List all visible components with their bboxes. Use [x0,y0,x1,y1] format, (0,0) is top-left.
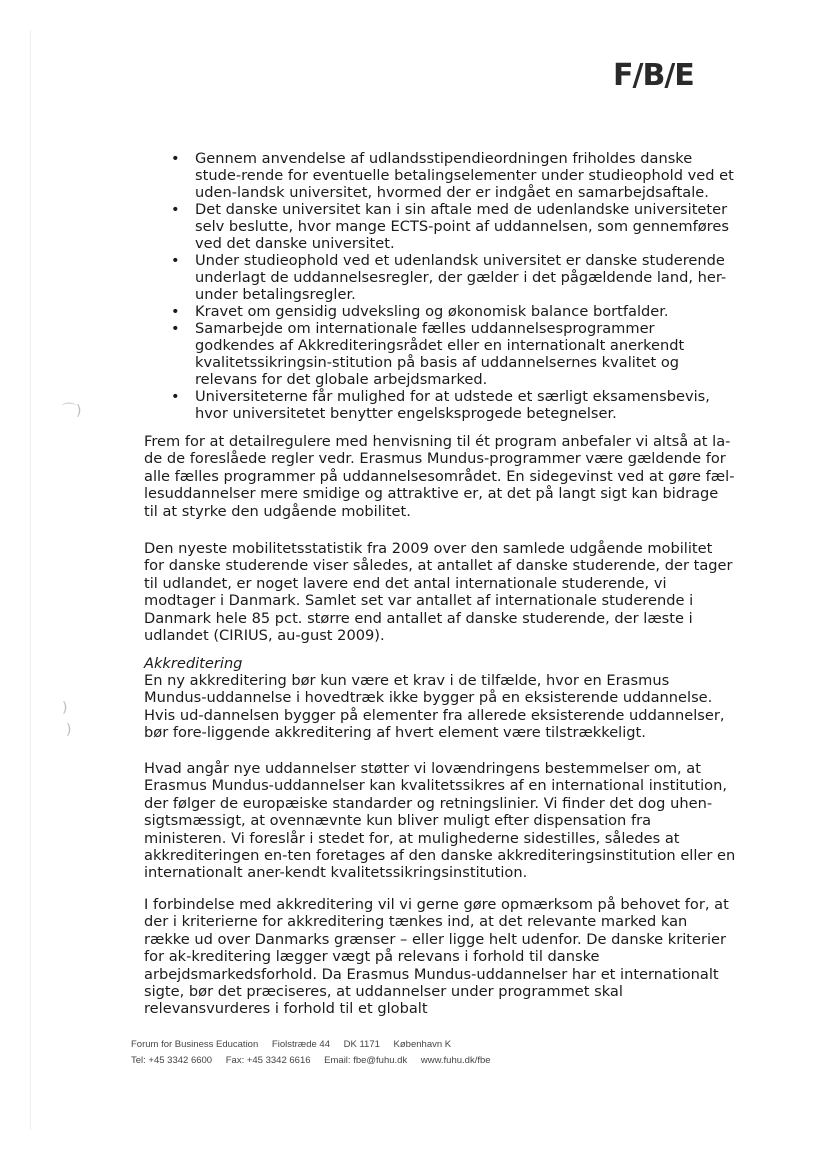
footer-street: Fiolstræde 44 [271,1039,330,1050]
list-item-text: Universiteterne får mulighed for at udstede et særligt eksamensbevis, hvor universitetet benytter engelsksprogede betegnelser. [195,388,710,422]
paragraph-mobility-statistics: Den nyeste mobilitetsstatistik fra 2009 over den samlede udgående mobilitet for danske studerende viser således, at antallet af danske studerende, der tager til udlandet, er noget lavere end det antal internationale studerende, vi modtager i Danmark. Samlet set var antallet af internationale studerende i Danmark hele 85 pct. større end antallet af danske studerende, der læste i udlandet (CIRIUS, au-gust 2009). [144,540,733,645]
footer-web: www.fuhu.dk/fbe [420,1055,491,1066]
footer-org: Forum for Business Education [131,1039,259,1050]
bullet-icon: • [171,252,180,269]
list-item [168,303,738,320]
list-item-text: Samarbejde om internationale fælles uddannelsesprogrammer godkendes af Akkrediteringsrådet eller en internationalt anerkendt kvalitetssikringsin-stitution på basis af uddannelsernes kvalitet og relevans for det globale arbejdsmarked. [195,320,685,388]
footer-fax: Fax: +45 3342 6616 [225,1055,311,1066]
list-item [168,150,738,201]
list-item-text: Kravet om gensidig udveksling og økonomisk balance bortfalder. [195,303,669,320]
footer-tel: Tel: +45 3342 6600 [131,1055,213,1066]
paragraph-new-programmes: Hvad angår nye uddannelser støtter vi lovændringens bestemmelser om, at Erasmus Mundus-uddannelser kan kvalitetssikres af en international institution, der følger de europæiske standarder og retningslinier. Vi finder det dog uhen-sigtsmæssigt, at ovennævnte kun bliver muligt efter dispensation fra ministeren. Vi foreslår i stedet for, at mulighederne sidestilles, således at akkrediteringen en-ten foretages af den danske akkrediteringsinstitution eller en internationalt aner-kendt kvalitetssikringsinstitution. [144,760,736,882]
list-item [168,201,738,252]
footer-address-line [131,1037,502,1053]
list-item-text: Gennem anvendelse af udlandsstipendieordningen friholdes danske stude-rende for eventuelle betalingselementer under studieophold ved et uden-landsk universitet, hvormed der er indgået en samarbejdsaftale. [195,150,734,201]
section-heading-akkreditering: Akkreditering [144,655,243,672]
bullet-list [168,150,738,422]
list-item [168,320,738,388]
bullet-icon: • [171,388,180,405]
bullet-icon: • [171,320,180,337]
fbe-logo: F/B/E [613,58,694,93]
list-item-text: Det danske universitet kan i sin aftale med de udenlandske universiteter selv beslutte, hvor mange ECTS-point af uddannelsen, som gennemføres ved det danske universitet. [195,201,729,252]
paragraph-new-accreditation: En ny akkreditering bør kun være et krav i de tilfælde, hvor en Erasmus Mundus-uddannelse i hovedtræk ikke bygger på en eksisterende uddannelse. Hvis ud-dannelsen bygger på elementer fra allerede eksisterende uddannelser, bør fore-liggende akkreditering af hvert element være tilstrækkeligt. [144,672,725,742]
footer-contact-line [131,1053,502,1069]
list-item [168,388,738,422]
bullet-icon: • [171,201,180,218]
footer-city: København K [393,1039,452,1050]
page-footer [131,1037,502,1069]
page-edge-line [30,30,31,1130]
footer-email: Email: fbe@fuhu.dk [324,1055,408,1066]
footer-postal: DK 1171 [343,1039,380,1050]
list-item [168,252,738,303]
margin-punch-mark: ⌒) [62,403,82,419]
list-item-text: Under studieophold ved et udenlandsk universitet er danske studerende underlagt de uddannelsesregler, der gælder i det pågældende land, her-under betalingsregler. [195,252,727,303]
paragraph-program-recommendation: Frem for at detailregulere med henvisning til ét program anbefaler vi altså at la-de de foreslåede regler vedr. Erasmus Mundus-programmer være gældende for alle fælles programmer på uddannelsesområdet. En sidegevinst ved at gøre fæl-lesuddannelser mere smidige og attraktive er, at det på langt sigt kan bidrage til at styrke den udgående mobilitet. [144,433,735,520]
margin-punch-mark: ) [62,700,68,716]
paragraph-accreditation-criteria: I forbindelse med akkreditering vil vi gerne gøre opmærksom på behovet for, at der i kriterierne for akkreditering tænkes ind, at det relevante marked kan række ud over Danmarks grænser – eller ligge helt udenfor. De danske kriterier for ak-kreditering lægger vægt på relevans i forhold til danske arbejdsmarkedsforhold. Da Erasmus Mundus-uddannelser har et internationalt sigte, bør det præciseres, at uddannelser under programmet skal relevansvurderes i forhold til et globalt [144,896,729,1018]
bullet-icon: • [171,303,180,320]
bullet-icon: • [171,150,180,167]
margin-punch-mark: ) [66,722,72,738]
